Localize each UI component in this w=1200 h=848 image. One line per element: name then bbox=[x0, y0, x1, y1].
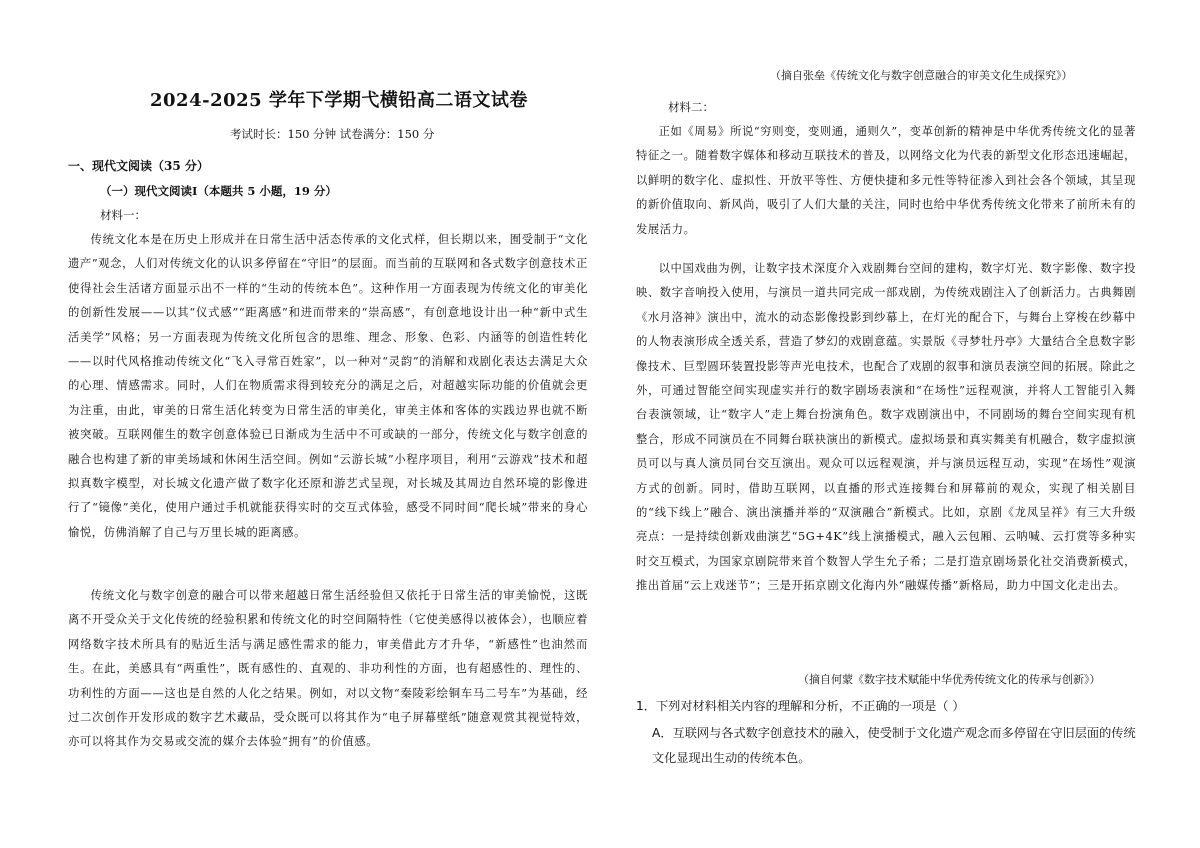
material2-paragraph-2: 以中国戏曲为例，让数字技术深度介入戏剧舞台空间的建构，数字灯光、数字影像、数字投映、数字音响投入使用，与演员一道共同完成一部戏剧，为传统戏剧注入了创新活力。古典舞剧《水月洛神》演出中，流水的动态影像投影到纱幕上，在灯光的配合下，与舞台上穿梭在纱幕中的人物表演形成全透关系，营造了梦幻的戏剧意蕴。实景版《寻梦牡丹亭》大量结合全息数字影像技术、巨型圆环装置投影等声光电技术，也配合了戏剧的叙事和演员表演空间的拓展。除此之外，可通过智能空间实现虚实并行的数字剧场表演和“在场性”远程观演，并将人工智能引入舞台表演领域，让“数字人”走上舞台扮演角色。数字戏剧演出中，不同剧场的舞台空间实现有机整合，形成不同演员在不同舞台联袂演出的新模式。虚拟场景和真实舞美有机融合，数字虚拟演员可以与真人演员同台交互演出。观众可以远程观演，并与演员远程互动，实现“在场性”观演方式的创新。同时，借助互联网，以直播的形式连接舞台和屏幕前的观众，实现了相关剧目的“线下线上”融合、演出演播并举的“双演融合”新模式。比如，京剧《龙凤呈祥》有三大升级亮点：一是持续创新戏曲演艺“5G+4K”线上演播模式，融入云包厢、云呐喊、云打赏等多种实时交互模式，为国家京剧院带来首个数智人学生允子希；二是打造京剧场景化社交消费新模式，推出首届“云上戏迷节”；三是开拓京剧文化海内外“融媒传播”新格局，助力中国文化走出去。 bbox=[636, 262, 1136, 593]
section-heading: 一、现代文阅读（35 分） bbox=[68, 159, 209, 173]
material1-label: 材料一： bbox=[100, 208, 146, 222]
question-1-stem: 1．下列对材料相关内容的理解和分析，不正确的一项是（ ） bbox=[636, 699, 965, 713]
sub-section-heading: （一）现代文阅读Ⅰ（本题共 5 小题，19 分） bbox=[100, 184, 337, 198]
exam-title: 2024-2025 学年下学期弋横铅高二语文试卷 bbox=[150, 90, 528, 111]
material1-paragraph-1: 传统文化本是在历史上形成并在日常生活中活态传承的文化式样，但长期以来，囿受制于“文化遗产”观念，人们对传统文化的认识多停留在“守旧”的层面。而当前的互联网和各式数字创意技术正使得社会生活诸方面显示出不一样的“生动的传统本色”。这种作用一方面表现为传统文化的审美化的创新性发展——以其“仪式感”“距离感”和进而带来的“崇高感”，有创意地设计出一种“新中式生活美学”风格；另一方面表现为传统文化所包含的思维、理念、形象、色彩、内涵等的创造性转化——以时代风格推动传统文化“飞入寻常百姓家”，以一种对“灵韵”的消解和戏剧化表达去满足大众的心理、情感需求。同时，人们在物质需求得到较充分的满足之后，对超越实际功能的价值就会更为注重，由此，审美的日常生活化转变为日常生活的审美化，审美主体和客体的实践边界也就不断被突破。互联网催生的数字创意体验已日渐成为生活中不可或缺的一部分，传统文化与数字创意的融合也构建了新的审美场域和休闲生活空间。例如“云游长城”小程序项目，利用“云游戏”技术和超拟真数字模型，对长城文化遗产做了数字化还原和游艺式呈现，对长城及其周边自然环境的影像进行了“镜像”美化，使用户通过手机就能获得实时的交互式体验，感受不同时间“爬长城”带来的身心愉悦，仿佛消解了自己与万里长城的距离感。 bbox=[68, 233, 588, 539]
material2-source: （摘自何蒙《数字技术赋能中华优秀传统文化的传承与创新》） bbox=[798, 673, 1101, 686]
material1-source: （摘自张垒《传统文化与数字创意融合的审美文化生成探究》） bbox=[770, 69, 1073, 82]
exam-info: 考试时长：150 分钟 试卷满分：150 分 bbox=[230, 127, 435, 141]
material2-label: 材料二： bbox=[668, 100, 714, 114]
question-1-option-a: A．互联网与各式数字创意技术的融入，使受制于文化遗产观念而多停留在守旧层面的传统文化显现出生动的传统本色。 bbox=[652, 726, 1136, 765]
material1-paragraph-2: 传统文化与数字创意的融合可以带来超越日常生活经验但又依托于日常生活的审美愉悦，这既离不开受众关于文化传统的经验积累和传统文化的时空间隔特性（它使美感得以被体会），也顺应着网络数字技术所具有的贴近生活与满足感性需求的能力，审美借此方才升华，“新感性”也油然而生。在此，美感具有“两重性”，既有感性的、直观的、非功利性的方面，也有超感性的、理性的、功利性的方面——这也是自然的人化之结果。例如，对以文物“秦陵彩绘铜车马二号车”为基础，经过二次创作开发形成的数字艺术藏品，受众既可以将其作为“电子屏幕壁纸”随意观赏其视觉特效，亦可以将其作为交易或交流的媒介去体验“拥有”的价值感。 bbox=[68, 589, 588, 749]
material2-paragraph-1: 正如《周易》所说“穷则变，变则通，通则久”，变革创新的精神是中华优秀传统文化的显著特征之一。随着数字媒体和移动互联技术的普及，以网络文化为代表的新型文化形态迅速崛起，以鲜明的数字化、虚拟性、开放平等性、方便快捷和多元性等特征渗入到社会各个领域，其呈现的新价值取向、新风尚，吸引了人们大量的关注，同时也给中华优秀传统文化带来了前所未有的发展活力。 bbox=[636, 125, 1136, 236]
